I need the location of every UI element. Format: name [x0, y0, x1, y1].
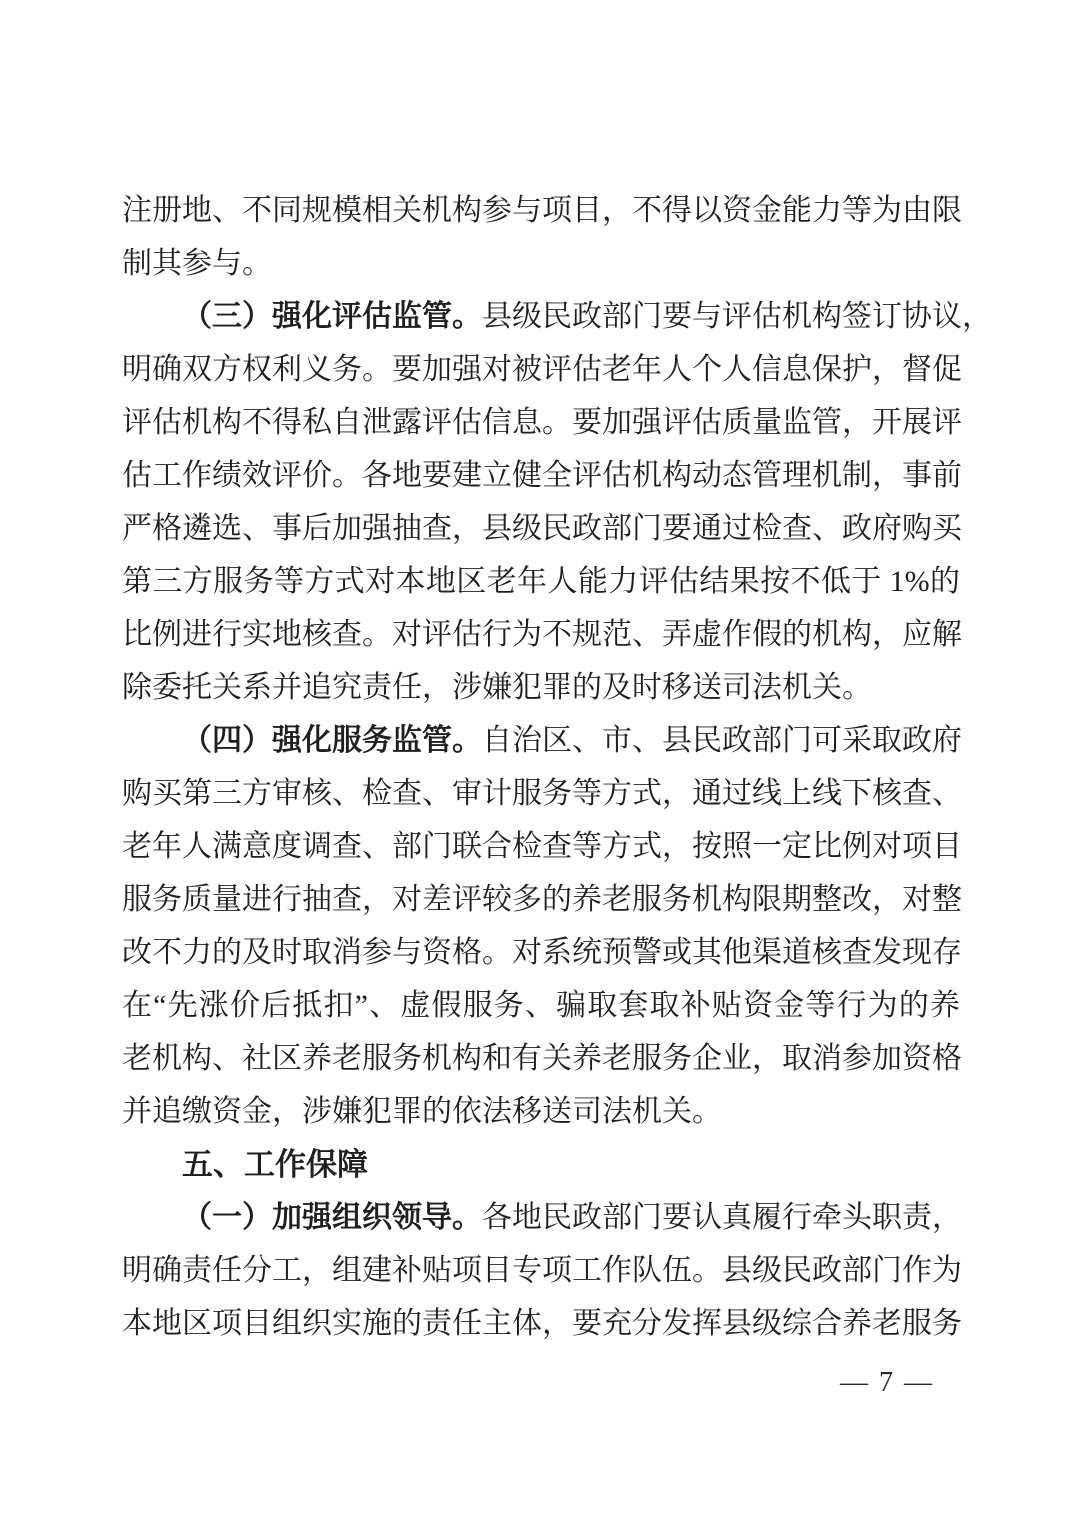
- text-line: [122, 502, 960, 555]
- text-line: [122, 1244, 960, 1297]
- text-line: [122, 873, 960, 926]
- text-line: [122, 555, 960, 608]
- text-segment: 老机构、社区养老服务机构和有关养老服务企业，取消参加资格: [122, 1042, 962, 1075]
- text-line: [122, 926, 960, 979]
- text-segment: 严格遴选、事后加强抽查，县级民政部门要通过检查、政府购买: [122, 512, 962, 545]
- text-segment: 购买第三方审核、检查、审计服务等方式，通过线上线下核查、: [122, 777, 962, 810]
- text-line: [122, 1297, 960, 1350]
- text-line: [122, 714, 960, 767]
- text-line: [122, 767, 960, 820]
- text-segment: 第三方服务等方式对本地区老年人能力评估结果按不低于 1%的: [122, 565, 960, 598]
- text-line: [122, 608, 960, 661]
- emphasis-segment: （三）强化评估监管。: [182, 300, 482, 333]
- emphasis-segment: （四）强化服务监管。: [182, 724, 482, 757]
- text-segment: 比例进行实地核查。对评估行为不规范、弄虚作假的机构，应解: [122, 618, 962, 651]
- text-segment: 县级民政部门要与评估机构签订协议，: [482, 300, 992, 333]
- text-line: [122, 1085, 960, 1138]
- text-line: [122, 449, 960, 502]
- text-segment: 注册地、不同规模相关机构参与项目，不得以资金能力等为由限: [122, 194, 962, 227]
- text-line: [122, 979, 960, 1032]
- section-heading: [122, 1138, 960, 1191]
- text-line: [122, 1032, 960, 1085]
- emphasis-segment: （一）加强组织领导。: [182, 1201, 482, 1234]
- text-segment: 本地区项目组织实施的责任主体，要充分发挥县级综合养老服务: [122, 1307, 962, 1340]
- text-line: [122, 661, 960, 714]
- text-line: [122, 237, 960, 290]
- text-line: [122, 396, 960, 449]
- text-segment: 服务质量进行抽查，对差评较多的养老服务机构限期整改，对整: [122, 883, 962, 916]
- text-segment: 明确责任分工，组建补贴项目专项工作队伍。县级民政部门作为: [122, 1254, 962, 1287]
- text-segment: 并追缴资金，涉嫌犯罪的依法移送司法机关。: [122, 1095, 722, 1128]
- document-body: [122, 184, 992, 1350]
- text-segment: 估工作绩效评价。各地要建立健全评估机构动态管理机制，事前: [122, 459, 962, 492]
- heading-text: 五、工作保障: [182, 1147, 368, 1182]
- text-segment: 自治区、市、县民政部门可采取政府: [482, 724, 962, 757]
- text-line: [122, 343, 960, 396]
- text-segment: 制其参与。: [122, 247, 272, 280]
- text-segment: 除委托关系并追究责任，涉嫌犯罪的及时移送司法机关。: [122, 671, 872, 704]
- text-segment: 改不力的及时取消参与资格。对系统预警或其他渠道核查发现存: [122, 936, 962, 969]
- text-line: [122, 820, 960, 873]
- text-segment: 各地民政部门要认真履行牵头职责，: [482, 1201, 962, 1234]
- text-segment: 评估机构不得私自泄露评估信息。要加强评估质量监管，开展评: [122, 406, 962, 439]
- page-number: — 7 —: [840, 1367, 934, 1398]
- text-segment: 老年人满意度调查、部门联合检查等方式，按照一定比例对项目: [122, 830, 962, 863]
- text-line: [122, 184, 960, 237]
- text-segment: 在“先涨价后抵扣”、虚假服务、骗取套取补贴资金等行为的养: [122, 989, 960, 1022]
- text-segment: 明确双方权利义务。要加强对被评估老年人个人信息保护，督促: [122, 353, 962, 386]
- text-line: [122, 1191, 960, 1244]
- text-line: [122, 290, 992, 343]
